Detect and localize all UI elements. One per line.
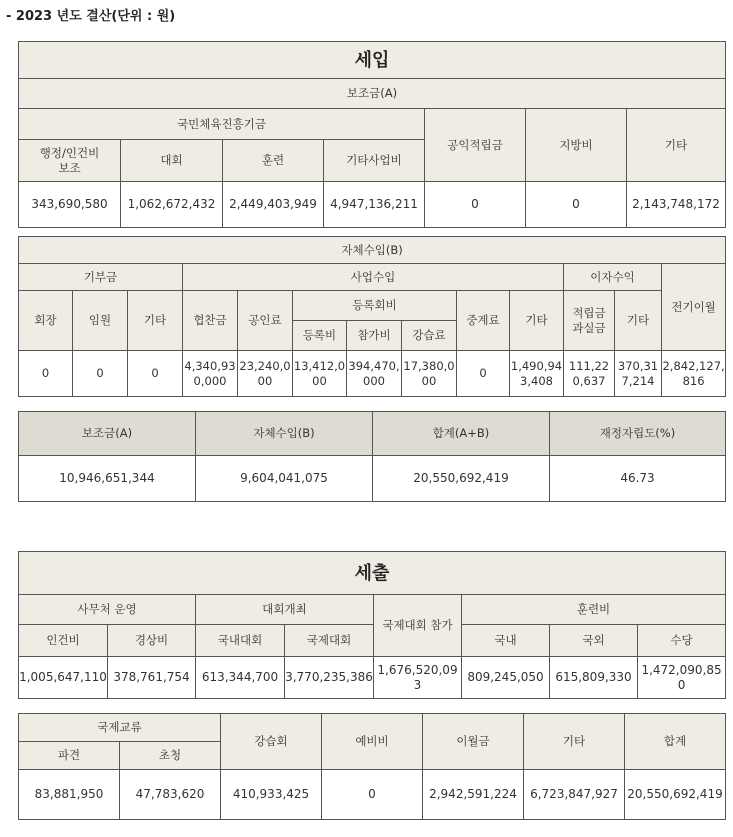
event-hosting-header: 대회개최 — [196, 595, 374, 625]
value-cell: 370,317,214 — [615, 351, 662, 397]
col-local-funds: 지방비 — [526, 109, 627, 182]
value-cell: 2,842,127,816 — [662, 351, 726, 397]
value-cell: 3,770,235,386 — [285, 657, 374, 699]
col-business-other: 기타 — [510, 291, 564, 351]
col-certification-fee: 공인료 — [238, 291, 293, 351]
col-president: 회장 — [19, 291, 73, 351]
col-carryover: 전기이월 — [662, 264, 726, 351]
value-cell: 1,676,520,093 — [374, 657, 462, 699]
value-cell: 2,942,591,224 — [423, 770, 524, 820]
summary-independence-header: 재정자립도(%) — [550, 412, 726, 456]
training-cost-header: 훈련비 — [462, 595, 726, 625]
expense-table — [18, 551, 726, 699]
col-domestic: 국내 — [462, 625, 550, 657]
value-cell: 111,220,637 — [564, 351, 615, 397]
col-interest-other: 기타 — [615, 291, 662, 351]
summary-self-header: 자체수입(B) — [196, 412, 373, 456]
page-caption: - 2023 년도 결산(단위 : 원) — [6, 9, 176, 24]
expense-title: 세출 — [19, 552, 726, 595]
col-intl-event: 국제대회 — [285, 625, 374, 657]
col-competition: 대회 — [121, 140, 223, 182]
value-cell: 0 — [322, 770, 423, 820]
value-cell: 2,449,403,949 — [223, 182, 324, 228]
value-cell: 47,783,620 — [120, 770, 221, 820]
value-cell: 4,340,930,000 — [183, 351, 238, 397]
donation-header: 기부금 — [19, 264, 183, 291]
summary-subsidy-header: 보조금(A) — [19, 412, 196, 456]
value-cell: 6,723,847,927 — [524, 770, 625, 820]
office-operations-header: 사무처 운영 — [19, 595, 196, 625]
col-admin-personnel: 행정/인건비 보조 — [19, 140, 121, 182]
value-cell: 4,947,136,211 — [324, 182, 425, 228]
value-cell: 0 — [457, 351, 510, 397]
summary-value: 9,604,041,075 — [196, 456, 373, 502]
col-registration: 등록비 — [293, 321, 347, 351]
col-training-session: 강습회 — [221, 714, 322, 770]
col-lecture-fee: 강습료 — [402, 321, 457, 351]
summary-value: 10,946,651,344 — [19, 456, 196, 502]
col-broadcast-fee: 중계료 — [457, 291, 510, 351]
col-reserve-interest: 적립금 과실금 — [564, 291, 615, 351]
col-participation: 참가비 — [347, 321, 402, 351]
value-cell: 394,470,000 — [347, 351, 402, 397]
value-cell: 0 — [526, 182, 627, 228]
value-cell: 0 — [425, 182, 526, 228]
income-subsidy-table — [18, 41, 726, 228]
self-income-table — [18, 236, 726, 397]
col-other: 기타 — [627, 109, 726, 182]
col-domestic-event: 국내대회 — [196, 625, 285, 657]
col-overseas: 국외 — [550, 625, 638, 657]
value-cell: 410,933,425 — [221, 770, 322, 820]
col-training: 훈련 — [223, 140, 324, 182]
intl-participation-header: 국제대회 참가 — [374, 595, 462, 657]
value-cell: 613,344,700 — [196, 657, 285, 699]
value-cell: 2,143,748,172 — [627, 182, 726, 228]
col-personnel: 인건비 — [19, 625, 108, 657]
summary-total-header: 합계(A+B) — [373, 412, 550, 456]
value-cell: 23,240,000 — [238, 351, 293, 397]
subsidy-header: 보조금(A) — [19, 79, 726, 109]
value-cell: 0 — [73, 351, 128, 397]
col-operating: 경상비 — [108, 625, 196, 657]
col-total: 합계 — [625, 714, 726, 770]
income-summary-table — [18, 411, 726, 502]
col-other-business: 기타사업비 — [324, 140, 425, 182]
value-cell: 343,690,580 — [19, 182, 121, 228]
intl-exchange-header: 국제교류 — [19, 714, 221, 742]
value-cell: 378,761,754 — [108, 657, 196, 699]
value-cell: 0 — [19, 351, 73, 397]
col-expense-other: 기타 — [524, 714, 625, 770]
col-reserve-fund: 예비비 — [322, 714, 423, 770]
value-cell: 83,881,950 — [19, 770, 120, 820]
col-sponsorship: 협찬금 — [183, 291, 238, 351]
interest-income-header: 이자수익 — [564, 264, 662, 291]
value-cell: 20,550,692,419 — [625, 770, 726, 820]
summary-value: 20,550,692,419 — [373, 456, 550, 502]
value-cell: 1,005,647,110 — [19, 657, 108, 699]
col-invitation: 초청 — [120, 742, 221, 770]
self-income-header: 자체수입(B) — [19, 237, 726, 264]
value-cell: 1,490,943,408 — [510, 351, 564, 397]
col-carryforward: 이월금 — [423, 714, 524, 770]
col-executives: 임원 — [73, 291, 128, 351]
value-cell: 17,380,000 — [402, 351, 457, 397]
value-cell: 1,062,672,432 — [121, 182, 223, 228]
value-cell: 13,412,000 — [293, 351, 347, 397]
value-cell: 0 — [128, 351, 183, 397]
business-income-header: 사업수입 — [183, 264, 564, 291]
income-title: 세입 — [19, 42, 726, 79]
registration-fee-header: 등록회비 — [293, 291, 457, 321]
value-cell: 809,245,050 — [462, 657, 550, 699]
col-allowance: 수당 — [638, 625, 726, 657]
sports-fund-header: 국민체육진흥기금 — [19, 109, 425, 140]
expense-table-2 — [18, 713, 726, 820]
col-public-reserve: 공익적립금 — [425, 109, 526, 182]
summary-value: 46.73 — [550, 456, 726, 502]
value-cell: 615,809,330 — [550, 657, 638, 699]
col-donation-other: 기타 — [128, 291, 183, 351]
col-dispatch: 파견 — [19, 742, 120, 770]
value-cell: 1,472,090,850 — [638, 657, 726, 699]
